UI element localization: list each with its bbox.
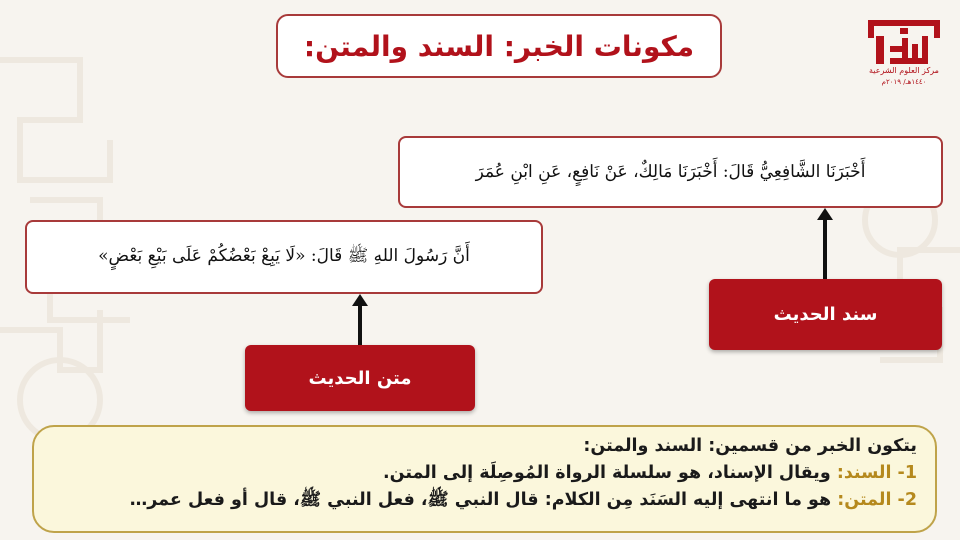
summary-item-2 bbox=[52, 487, 917, 514]
page-title: مكونات الخبر: السند والمتن: bbox=[303, 29, 695, 63]
matn-text-box bbox=[25, 220, 543, 294]
logo-subtitle: مركز العلوم الشرعية bbox=[869, 66, 939, 75]
sanad-label: سند الحديث bbox=[709, 279, 942, 350]
summary-intro: يتكون الخبر من قسمين: السند والمتن: bbox=[583, 436, 917, 456]
item1-text: ويقال الإسناد، هو سلسلة الرواة المُوصِلَة إلى المتن. bbox=[382, 463, 837, 483]
matn-arrow bbox=[352, 294, 368, 346]
matn-text: أَنَّ رَسُولَ اللهِ ﷺ قَالَ: «لَا يَبِعْ بَعْضُكُمْ عَلَى بَيْعِ بَعْضٍ» bbox=[98, 245, 470, 266]
item1-label: 1- السند: bbox=[836, 463, 917, 483]
item2-label: 2- المتن: bbox=[837, 490, 917, 510]
title-box bbox=[276, 14, 722, 78]
summary-box bbox=[32, 425, 937, 533]
item2-text: هو ما انتهى إليه السَنَد مِن الكلام: قال النبي ﷺ، فعل النبي ﷺ، قال أو فعل عمر… bbox=[129, 490, 838, 510]
sanad-text-box bbox=[398, 136, 943, 208]
logo-date: ١٤٤٠هـ/ ٢٠١٩م bbox=[881, 78, 927, 86]
sanad-text: أَخْبَرَنَا الشَّافِعِيُّ قَالَ: أَخْبَرَنَا مَالِكٌ، عَنْ نَافِعٍ، عَنِ ابْنِ عُمَرَ bbox=[475, 162, 866, 182]
sanad-arrow bbox=[817, 208, 833, 280]
summary-item-1 bbox=[52, 460, 917, 487]
matn-label: متن الحديث bbox=[245, 345, 475, 411]
